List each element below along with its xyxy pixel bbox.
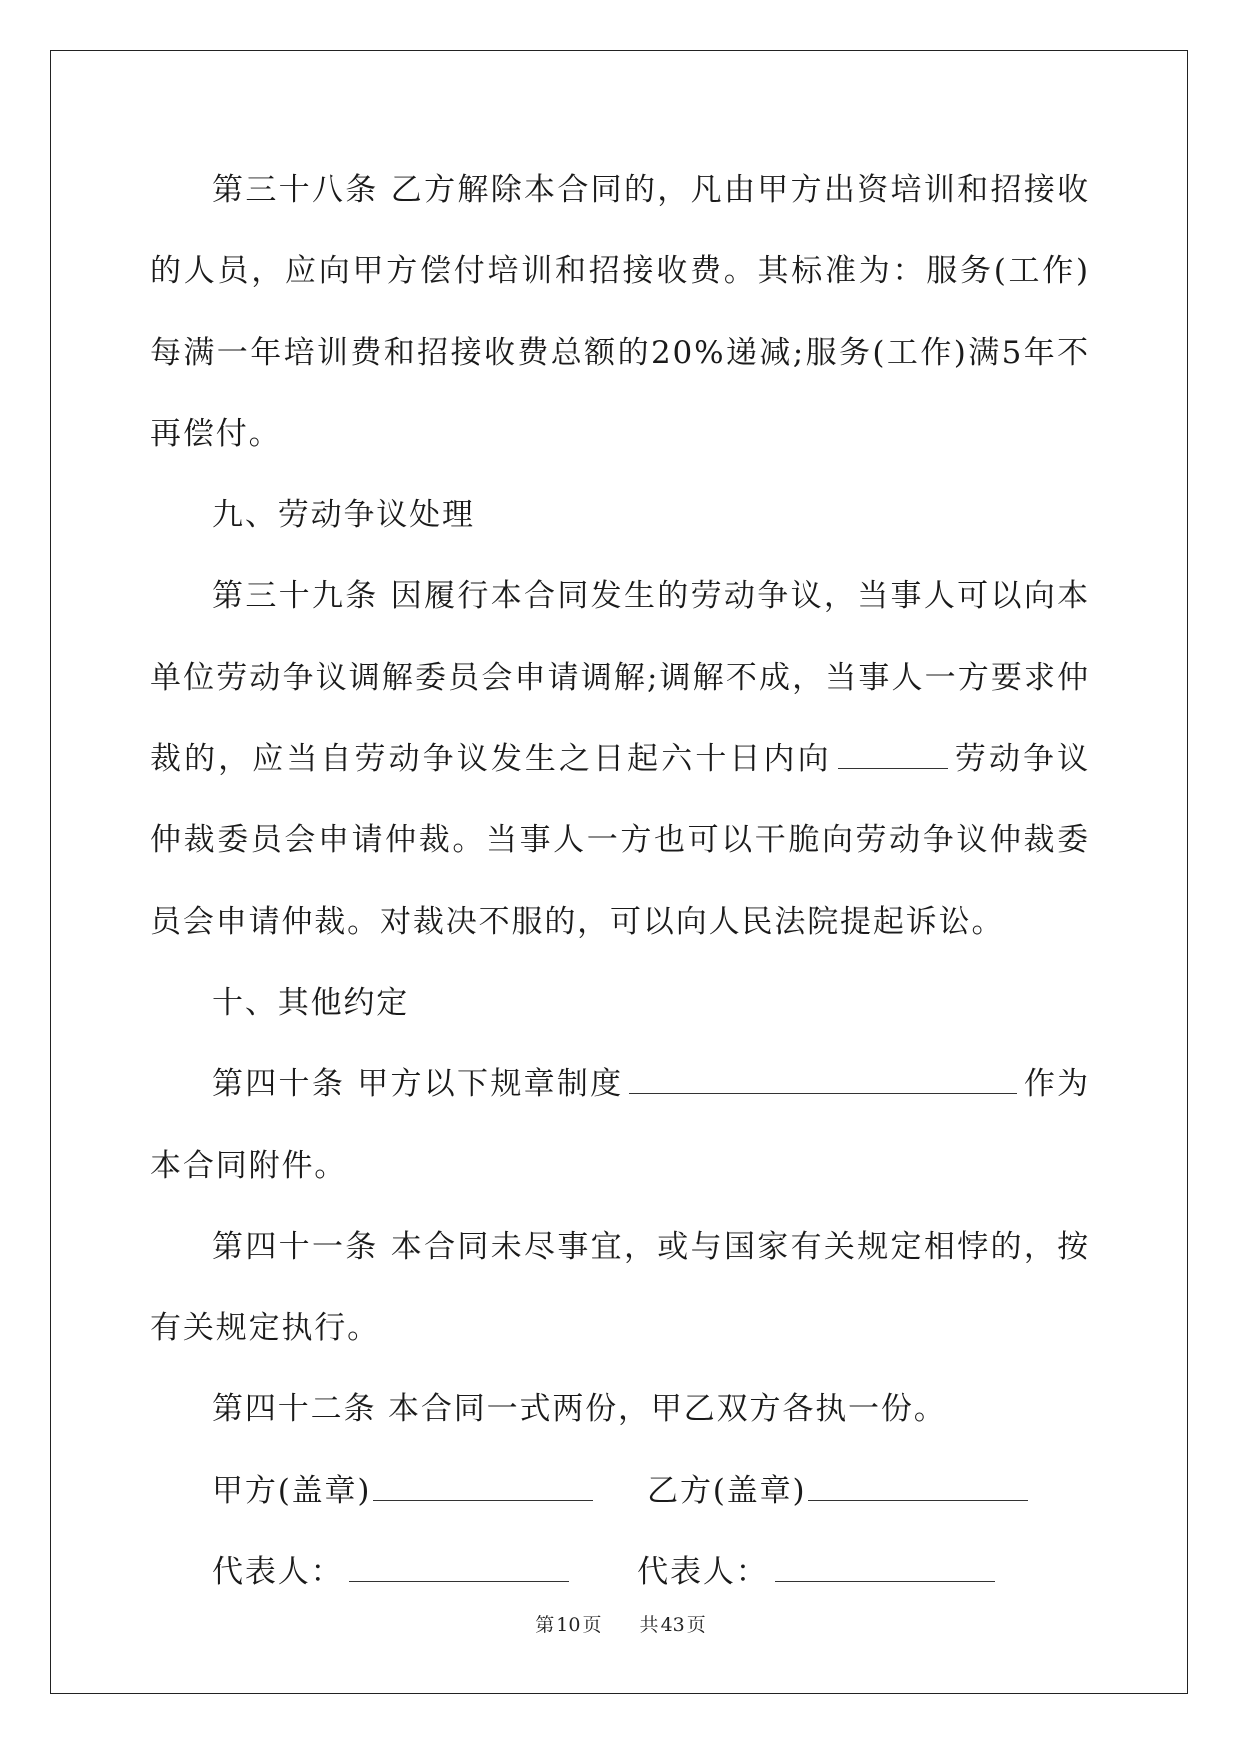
arbitration-committee-blank: [838, 764, 948, 769]
party-b-representative: [637, 1532, 1000, 1613]
party-a-rep-label: 代表人：: [212, 1554, 344, 1591]
party-b-seal: [647, 1451, 1034, 1532]
party-a-representative: [212, 1532, 575, 1613]
article-40-part-1: 第四十条 甲方以下规章制度: [212, 1066, 624, 1103]
article-40: [150, 1044, 1090, 1207]
article-39: [150, 556, 1090, 962]
article-38: 第三十八条 乙方解除本合同的，凡由甲方出资培训和招接收的人员，应向甲方偿付培训和招接收费。其标准为：服务(工作)每满一年培训费和招接收费总额的20%递减;服务(工作)满5年不再偿付。: [150, 172, 1090, 452]
page-suffix: 页: [582, 1614, 602, 1636]
representative-row: [150, 1532, 1090, 1613]
page-indicator: [535, 1614, 601, 1636]
section-10-heading: 十、其他约定: [212, 984, 410, 1021]
seal-row: [150, 1451, 1090, 1532]
party-a-seal-label: 甲方(盖章): [212, 1472, 372, 1509]
article-40-part-2: 作为本合同附件。: [150, 1066, 1090, 1184]
party-b-rep-label: 代表人：: [637, 1554, 769, 1591]
article-42: 第四十二条 本合同一式两份，甲乙双方各执一份。: [212, 1391, 947, 1428]
page-footer: [0, 1610, 1241, 1637]
total-prefix: 共: [639, 1614, 659, 1636]
party-b-rep-blank: [775, 1577, 995, 1582]
page-prefix: 第: [535, 1614, 555, 1636]
article-39-part-2: 劳动争议仲裁委员会申请仲裁。当事人一方也可以干脆向劳动争议仲裁委员会申请仲裁。对裁决不服的，可以向人民法院提起诉讼。: [150, 741, 1090, 940]
party-a-rep-blank: [349, 1577, 569, 1582]
section-9-heading: 九、劳动争议处理: [212, 497, 475, 534]
regulations-blank: [629, 1089, 1017, 1094]
party-a-seal-blank: [373, 1496, 593, 1501]
total-pages-indicator: [640, 1614, 706, 1636]
total-pages: 43: [660, 1614, 685, 1636]
party-b-seal-label: 乙方(盖章): [647, 1472, 807, 1509]
page-number: 10: [556, 1614, 581, 1636]
total-suffix: 页: [686, 1614, 706, 1636]
party-a-seal: [212, 1451, 599, 1532]
article-41: 第四十一条 本合同未尽事宜，或与国家有关规定相悖的，按有关规定执行。: [150, 1228, 1090, 1347]
document-body: [150, 150, 1090, 1613]
article-39-part-1: 第三十九条 因履行本合同发生的劳动争议，当事人可以向本单位劳动争议调解委员会申请调解;调解不成，当事人一方要求仲裁的，应当自劳动争议发生之日起六十日内向: [150, 578, 1090, 778]
party-b-seal-blank: [808, 1496, 1028, 1501]
